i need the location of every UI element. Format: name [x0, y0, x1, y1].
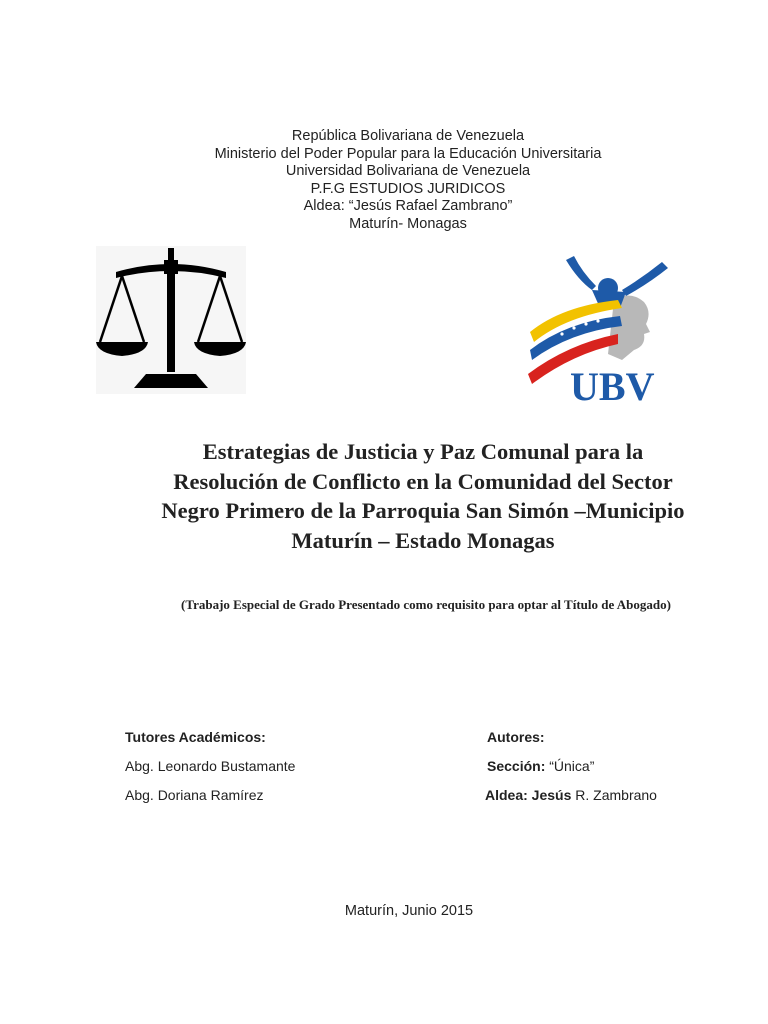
title-line-4: Maturín – Estado Monagas	[291, 527, 555, 553]
section-row	[487, 752, 657, 781]
tutor-name-1: Abg. Leonardo Bustamante	[125, 758, 296, 774]
title-line-1: Estrategias de Justicia y Paz Comunal para la	[202, 439, 644, 464]
title-line-2: Resolución de Conflicto en la Comunidad del Sector	[173, 468, 673, 494]
title-line-3: Negro Primero de la Parroquia San Simón –Municipio	[161, 498, 685, 523]
thesis-title	[100, 437, 746, 555]
section-label: Sección:	[487, 758, 546, 774]
section-value: “Única”	[549, 758, 595, 774]
authors-heading: Autores:	[487, 729, 545, 745]
header-line-location: Maturín- Monagas	[349, 215, 467, 232]
header-line-aldea: Aldea: “Jesús Rafael Zambrano”	[303, 198, 513, 214]
ubv-logo-text: UBV	[570, 364, 655, 406]
authors-block	[487, 723, 657, 810]
institution-header	[0, 128, 768, 233]
ubv-logo	[522, 250, 672, 406]
aldea-row	[485, 781, 657, 810]
header-line-ministry: Ministerio del Poder Popular para la Educación Universitaria	[214, 145, 602, 162]
scales-of-justice-icon	[96, 246, 246, 394]
header-line-university: Universidad Bolivariana de Venezuela	[285, 163, 531, 179]
thesis-subtitle: (Trabajo Especial de Grado Presentado como requisito para optar al Título de Abogado)	[181, 597, 671, 612]
tutors-heading: Tutores Académicos:	[125, 729, 266, 745]
header-line-republic: República Bolivariana de Venezuela	[291, 128, 525, 144]
tutor-name-2: Abg. Doriana Ramírez	[125, 787, 264, 803]
aldea-value: R. Zambrano	[575, 787, 657, 803]
header-line-program: P.F.G ESTUDIOS JURIDICOS	[310, 180, 506, 197]
aldea-label: Aldea: Jesús	[485, 787, 572, 803]
place-date: Maturín, Junio 2015	[344, 903, 474, 919]
tutors-block	[125, 723, 295, 810]
